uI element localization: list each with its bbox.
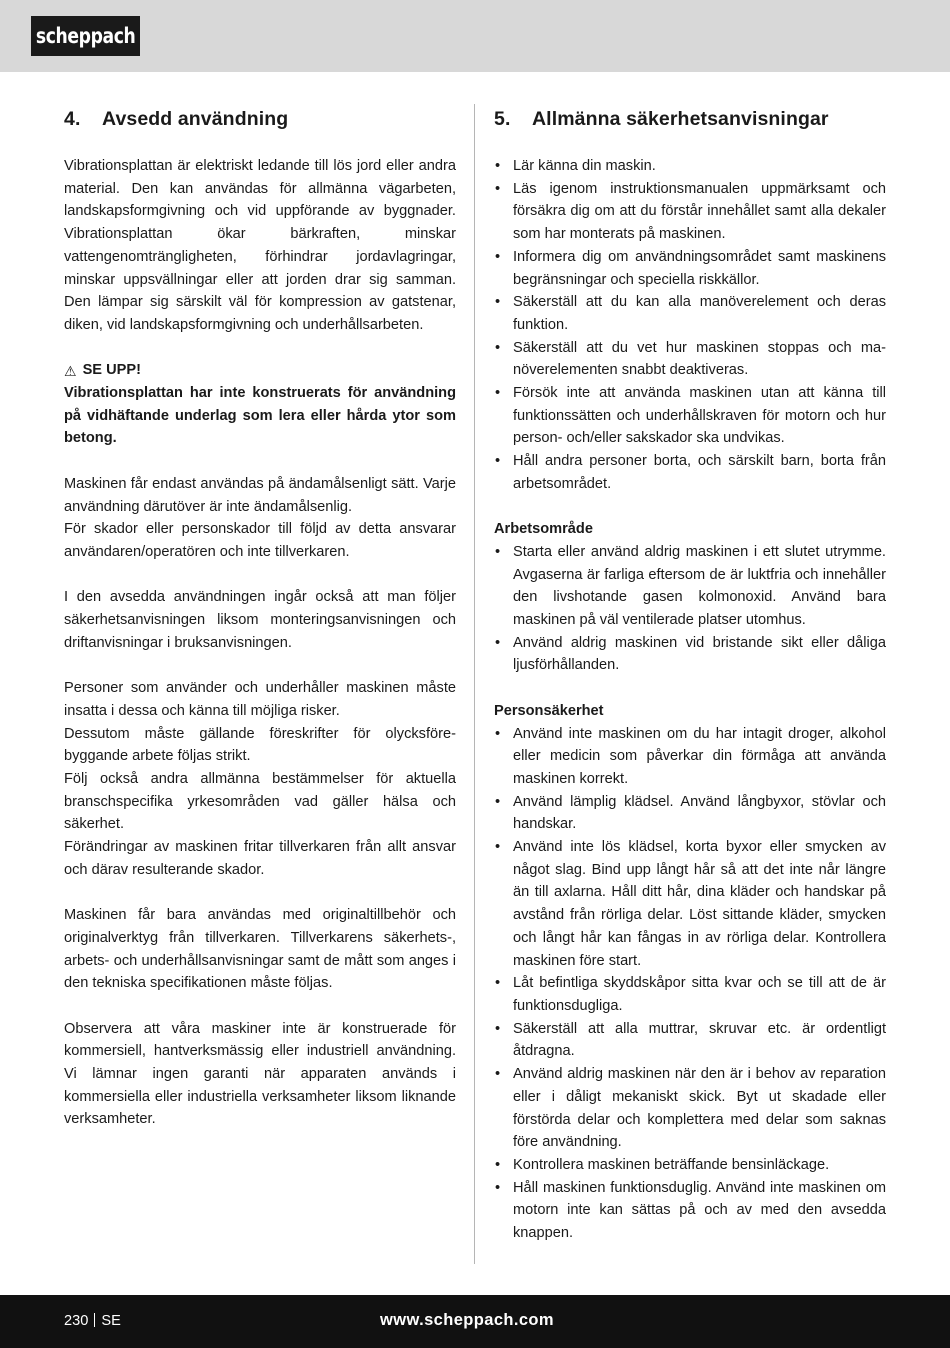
list-item: • Säkerställ att du kan alla manöverelement och deras funktion. bbox=[494, 291, 886, 336]
scheppach-logo bbox=[31, 16, 140, 56]
list-item: • Håll maskinen funktionsduglig. Använd inte maskinen om motorn inte kan sättas på och av med den avsedda knappen. bbox=[494, 1177, 886, 1245]
separator bbox=[94, 1313, 95, 1327]
paragraph: Vibrationsplattan är elektriskt ledande till lös jord eller andra material. Den kan användas för allmänna vägarbeten, landskapsformgivning och vid uppförande av byggnader. Vibrationsplattan ökar bärkraften, minskar vattengenomträngligheten, förhindrar jordavlagringar, minskar uppsvällningar eller att jorden drar sig samman. Den lämpar sig särskilt väl för kompression av gatstenar, diken, vid landskapsformgivning och underhållsarbeten. bbox=[64, 158, 456, 333]
list-item: • Använd lämplig klädsel. Använd långbyxor, stövlar och handskar. bbox=[494, 791, 886, 836]
list-item: • Säkerställ att du vet hur maskinen stoppas och manöverelementen snabbt deaktiveras. bbox=[494, 337, 886, 382]
page-number: 230 bbox=[64, 1313, 89, 1329]
paragraph: Observera att våra maskiner inte är konstruerade för kommersiell, hantverksmässig eller industriell användning. Vi lämnar ingen garanti när apparaten används i kommersiella eller industriella verksamheter liksom liknande verksamheter. bbox=[64, 1020, 456, 1128]
page-header bbox=[0, 0, 950, 72]
personal-safety-list bbox=[494, 723, 886, 1245]
warning-label: SE UPP! bbox=[82, 362, 141, 379]
warning-title bbox=[64, 359, 456, 382]
language-code: SE bbox=[101, 1313, 121, 1329]
work-area-list bbox=[494, 541, 886, 677]
section-number: 4. bbox=[64, 108, 81, 130]
list-item: • Försök inte att använda maskinen utan att känna till funktionssätten och underhållskraven för motorn och hur person- och/eller sakskador ska undvikas. bbox=[494, 382, 886, 450]
warning-triangle-icon: ⚠ bbox=[64, 362, 77, 379]
list-item: • Använd inte maskinen om du har intagit droger, alkohol eller medicin som påverkar din förmåga att använda maskinen korrekt. bbox=[494, 723, 886, 791]
website-url: www.scheppach.com bbox=[380, 1311, 554, 1329]
section-heading bbox=[494, 104, 886, 134]
section-intended-use bbox=[64, 104, 456, 1131]
section-number: 5. bbox=[494, 108, 511, 130]
paragraph: Maskinen får endast användas på ändamålsenligt sätt. Varje användning därutöver är inte ändamålsenlig. bbox=[64, 475, 456, 515]
list-item: • Starta eller använd aldrig maskinen i ett slutet utrymme. Avgaserna är farliga eftersom de är luktfria och innehåller den livshotande gasen kolmonoxid. Använd bara maskinen på väl ventilerade platser utomhus. bbox=[494, 541, 886, 632]
brand-name: scheppach bbox=[35, 24, 136, 48]
subheading-work-area: Arbetsområde bbox=[494, 521, 593, 538]
list-item: • Använd aldrig maskinen när den är i behov av reparation eller i dåligt mekaniskt skick. Byt ut skadade eller förstörda delar och komplettera med delar som saknas före användning. bbox=[494, 1063, 886, 1154]
page-footer bbox=[0, 1295, 950, 1348]
paragraph: Förändringar av maskinen fritar tillverkaren från allt ansvar och därav resulterande skador. bbox=[64, 839, 456, 878]
paragraph: Följ också andra allmänna bestämmelser för aktuella branschspecifika yrkesområden vad gäller hälsa och säkerhet. bbox=[64, 770, 456, 833]
list-item: • Läs igenom instruktionsmanualen uppmärksamt och försäkra dig om att du förstår innehållet samt alla dekaler som har monterats på maskinen. bbox=[494, 178, 886, 246]
paragraph: Dessutom måste gällande föreskrifter för olycksförebyggande arbete följas strikt. bbox=[64, 725, 456, 765]
section-safety-instructions bbox=[494, 104, 886, 1245]
section-title: Allmänna säkerhetsanvisningar bbox=[532, 108, 829, 130]
list-item: • Lär känna din maskin. bbox=[494, 155, 886, 178]
list-item: • Informera dig om användningsområdet samt maskinens begränsningar och speciella riskkällor. bbox=[494, 246, 886, 291]
general-safety-list bbox=[494, 155, 886, 496]
list-item: • Använd aldrig maskinen vid bristande sikt eller dåliga ljusförhållanden. bbox=[494, 632, 886, 677]
list-item: • Kontrollera maskinen beträffande bensinläckage. bbox=[494, 1154, 886, 1177]
section-heading bbox=[64, 104, 456, 134]
column-divider bbox=[474, 104, 475, 1264]
page-info bbox=[64, 1311, 121, 1331]
list-item: • Håll andra personer borta, och särskilt barn, borta från arbetsområdet. bbox=[494, 450, 886, 495]
warning-text: Vibrationsplattan har inte konstruerats för användning på vidhäftande underlag som lera eller hårda ytor som betong. bbox=[64, 385, 456, 447]
list-item: • Säkerställ att alla muttrar, skruvar etc. är ordentligt åtdragna. bbox=[494, 1018, 886, 1063]
paragraph: Maskinen får bara användas med originaltillbehör och originalverktyg från tillverkaren. Tillverkarens säkerhets-, arbets- och underhållsanvisningar samt de mått som anges i den tekniska specifikationen måste följas. bbox=[64, 907, 456, 992]
paragraph: I den avsedda användningen ingår också att man följer säkerhetsanvisningen liksom monteringsanvisningen och driftanvisningar i bruksanvisningen. bbox=[64, 589, 456, 651]
subheading-personal-safety: Personsäkerhet bbox=[494, 702, 604, 719]
list-item: • Låt befintliga skyddskåpor sitta kvar och se till att de är funktionsdugliga. bbox=[494, 972, 886, 1017]
paragraph: För skador eller personskador till följd av detta ansvarar användaren/operatören och inte tillverkaren. bbox=[64, 521, 456, 560]
paragraph: Personer som använder och underhåller maskinen måste insatta i dessa och känna till möjliga risker. bbox=[64, 680, 456, 719]
section-title: Avsedd användning bbox=[102, 108, 289, 130]
list-item: • Använd inte lös klädsel, korta byxor eller smycken av något slag. Bind upp långt hår så att det inte når längre än till axlarna. Håll ditt hår, dina kläder och handskar på avstånd från rörliga delar. Löst sittande kläder, smycken och långt hår kan fångas in av rörliga delar. Kontrollera maskinen före start. bbox=[494, 836, 886, 972]
